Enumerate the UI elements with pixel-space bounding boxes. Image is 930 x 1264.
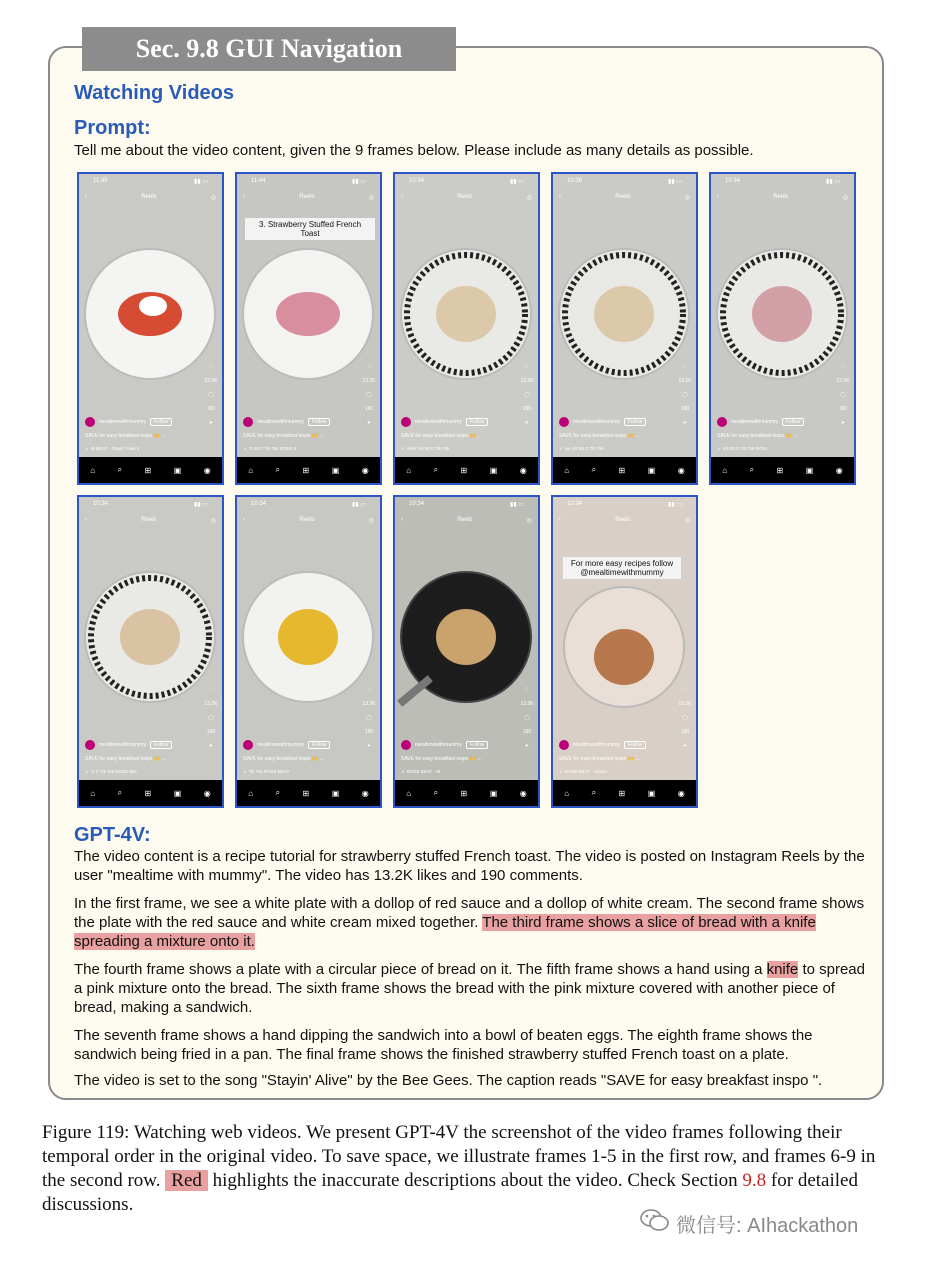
post-caption: SAVE for easy breakfast inspo 🙌 ... bbox=[243, 433, 324, 439]
back-icon[interactable]: ‹ bbox=[85, 194, 87, 200]
user-row bbox=[85, 417, 172, 427]
comment-icon[interactable]: ◯ bbox=[208, 392, 214, 398]
video-frame-1 bbox=[77, 172, 224, 485]
answer-text: In the first frame, we see a white plate with a dollop of red sauce and a dollop of white cream. The second frame shows the plate with the red sauce and white cream mixed together. bbox=[74, 895, 865, 931]
music-track[interactable]: ♬ iB BEAT · Stayin' Alive V bbox=[85, 446, 140, 451]
video-frame-image bbox=[237, 214, 380, 414]
bottom-nav bbox=[395, 780, 538, 806]
follow-button[interactable]: Follow bbox=[624, 741, 646, 749]
likes-count: 13.2K bbox=[362, 378, 376, 384]
action-column bbox=[678, 364, 692, 426]
status-bar: 10:34 ▮▮ ▭ bbox=[409, 501, 524, 508]
section-link[interactable]: 9.8 bbox=[742, 1170, 767, 1191]
reels-icon[interactable]: ▣ bbox=[647, 465, 656, 475]
video-frame-9 bbox=[551, 495, 698, 808]
username[interactable]: mealtimewithmummy bbox=[257, 742, 304, 748]
search-icon[interactable]: ⌕ bbox=[117, 788, 123, 797]
video-frame-image bbox=[395, 537, 538, 737]
avatar[interactable] bbox=[559, 740, 569, 750]
wechat-icon bbox=[640, 1208, 670, 1238]
share-icon[interactable]: ➤ bbox=[524, 420, 530, 426]
gpt-paragraph bbox=[74, 1026, 874, 1064]
video-frame-image bbox=[553, 214, 696, 414]
post-caption: SAVE for easy breakfast inspo 🙌 ... bbox=[559, 433, 640, 439]
user-row bbox=[243, 417, 330, 427]
video-frame-image bbox=[711, 214, 854, 414]
back-icon[interactable]: ‹ bbox=[559, 194, 561, 200]
reels-header: ‹ Reels ◎ bbox=[85, 194, 216, 201]
camera-icon[interactable]: ◎ bbox=[368, 517, 374, 524]
add-icon[interactable]: ⊞ bbox=[302, 465, 310, 475]
comments-count: 190 bbox=[206, 729, 216, 735]
video-frame-image bbox=[237, 537, 380, 737]
search-icon[interactable]: ⌕ bbox=[275, 788, 281, 797]
back-icon[interactable]: ‹ bbox=[401, 194, 403, 200]
add-icon[interactable]: ⊞ bbox=[302, 788, 310, 798]
avatar[interactable] bbox=[717, 417, 727, 427]
post-caption: SAVE for easy breakfast inspo 🙌 ... bbox=[717, 433, 798, 439]
overlay-text: For more easy recipes follow @mealtimewithmummy bbox=[563, 557, 681, 579]
battery-icon: ▮▮ ▭ bbox=[352, 178, 366, 185]
status-bar: 11:45 ▮▮ ▭ bbox=[93, 178, 208, 185]
home-icon[interactable]: ⌂ bbox=[248, 788, 254, 798]
reels-header: ‹ Reels ◎ bbox=[401, 517, 532, 524]
gpt-paragraph bbox=[74, 847, 874, 885]
home-icon[interactable]: ⌂ bbox=[248, 465, 254, 475]
user-row bbox=[559, 417, 646, 427]
reels-icon[interactable]: ▣ bbox=[489, 465, 498, 475]
camera-icon[interactable]: ◎ bbox=[684, 194, 690, 201]
heart-icon[interactable]: ♡ bbox=[682, 364, 688, 370]
follow-button[interactable]: Follow bbox=[150, 418, 172, 426]
profile-icon[interactable]: ◉ bbox=[677, 465, 685, 475]
answer-text: The video is set to the song "Stayin' Alive" by the Bee Gees. The caption reads "SAVE for easy breakfast inspo ". bbox=[74, 1072, 823, 1089]
add-icon[interactable]: ⊞ bbox=[144, 465, 152, 475]
home-icon[interactable]: ⌂ bbox=[406, 465, 412, 475]
action-column bbox=[520, 687, 534, 749]
video-frame-image bbox=[79, 537, 222, 737]
share-icon[interactable]: ➤ bbox=[682, 743, 688, 749]
inaccurate-highlight: The third frame shows a slice of bread with a knife spreading a mixture onto it. bbox=[74, 914, 816, 950]
answer-text: to spread a pink mixture onto the bread. The sixth frame shows the bread with the pink mixture covered with another piece of bread, making a sandwich. bbox=[74, 961, 865, 1016]
reels-header: ‹ Reels ◎ bbox=[559, 194, 690, 201]
reels-header: ‹ Reels ◎ bbox=[559, 517, 690, 524]
comments-count: 190 bbox=[206, 406, 216, 412]
status-bar: 10:34 ▮▮ ▭ bbox=[725, 178, 840, 185]
reels-icon[interactable]: ▣ bbox=[489, 788, 498, 798]
heart-icon[interactable]: ♡ bbox=[208, 687, 214, 693]
video-frame-7 bbox=[235, 495, 382, 808]
user-row bbox=[85, 740, 172, 750]
avatar[interactable] bbox=[85, 417, 95, 427]
bottom-nav bbox=[237, 780, 380, 806]
likes-count: 13.2K bbox=[836, 378, 850, 384]
user-row bbox=[559, 740, 646, 750]
username[interactable]: mealtimewithmummy bbox=[415, 742, 462, 748]
music-track[interactable]: ♬ Alive VS 50 C Tik Tok bbox=[401, 446, 450, 451]
username[interactable]: mealtimewithmummy bbox=[731, 419, 778, 425]
back-icon[interactable]: ‹ bbox=[401, 517, 403, 523]
camera-icon[interactable]: ◎ bbox=[684, 517, 690, 524]
bottom-nav bbox=[711, 457, 854, 483]
heart-icon[interactable]: ♡ bbox=[840, 364, 846, 370]
reels-header: ‹ Reels ◎ bbox=[717, 194, 848, 201]
add-icon[interactable]: ⊞ bbox=[776, 465, 784, 475]
back-icon[interactable]: ‹ bbox=[85, 517, 87, 523]
user-row bbox=[243, 740, 330, 750]
comments-count: 190 bbox=[364, 729, 374, 735]
follow-button[interactable]: Follow bbox=[466, 418, 488, 426]
battery-icon: ▮▮ ▭ bbox=[510, 178, 524, 185]
search-icon[interactable]: ⌕ bbox=[275, 465, 281, 474]
section-title: Watching Videos bbox=[74, 82, 235, 104]
comment-icon[interactable]: ◯ bbox=[840, 392, 846, 398]
avatar[interactable] bbox=[85, 740, 95, 750]
profile-icon[interactable]: ◉ bbox=[203, 465, 211, 475]
likes-count: 13.2K bbox=[362, 701, 376, 707]
user-row bbox=[401, 417, 488, 427]
bottom-nav bbox=[553, 780, 696, 806]
camera-icon[interactable]: ◎ bbox=[842, 194, 848, 201]
profile-icon[interactable]: ◉ bbox=[519, 465, 527, 475]
share-icon[interactable]: ➤ bbox=[366, 743, 372, 749]
share-icon[interactable]: ➤ bbox=[208, 420, 214, 426]
gpt-heading: GPT-4V: bbox=[74, 824, 151, 846]
home-icon[interactable]: ⌂ bbox=[90, 788, 96, 798]
avatar[interactable] bbox=[401, 417, 411, 427]
search-icon[interactable]: ⌕ bbox=[591, 788, 597, 797]
figure-caption: Figure 119: Watching web videos. We present GPT-4V the screenshot of the video frames following their temporal order in the original video. To save space, we illustrate frames 1-5 in the first row, and frames 6-9 in the second row. Red highlights the inaccurate descriptions about the video. Check Section 9.8 for detailed discussions. bbox=[42, 1122, 876, 1215]
action-column bbox=[204, 364, 218, 426]
video-frame-2 bbox=[235, 172, 382, 485]
search-icon[interactable]: ⌕ bbox=[433, 465, 439, 474]
back-icon[interactable]: ‹ bbox=[559, 517, 561, 523]
home-icon[interactable]: ⌂ bbox=[722, 465, 728, 475]
status-bar: 11:44 ▮▮ ▭ bbox=[251, 178, 366, 185]
reels-icon[interactable]: ▣ bbox=[173, 465, 182, 475]
status-bar: 10:34 ▮▮ ▭ bbox=[93, 501, 208, 508]
likes-count: 13.2K bbox=[204, 378, 218, 384]
post-caption: SAVE for easy breakfast inspo 🙌 ... bbox=[243, 756, 324, 762]
heart-icon[interactable]: ♡ bbox=[366, 687, 372, 693]
username[interactable]: mealtimewithmummy bbox=[573, 419, 620, 425]
reels-header: ‹ Reels ◎ bbox=[401, 194, 532, 201]
post-caption: SAVE for easy breakfast inspo 🙌 ... bbox=[401, 756, 482, 762]
answer-text: The fourth frame shows a plate with a circular piece of bread on it. The fifth frame shows a hand using a bbox=[74, 961, 767, 978]
video-frame-image bbox=[395, 214, 538, 414]
music-track[interactable]: ♬ 'S 50 C Tik Tok ROSE II bbox=[243, 446, 297, 451]
video-frame-4 bbox=[551, 172, 698, 485]
add-icon[interactable]: ⊞ bbox=[460, 788, 468, 798]
comment-icon[interactable]: ◯ bbox=[682, 392, 688, 398]
music-track[interactable]: ♬ ive VS 50 C Tik Tok bbox=[559, 446, 604, 451]
bottom-nav bbox=[237, 457, 380, 483]
reels-icon[interactable]: ▣ bbox=[331, 788, 340, 798]
gpt-paragraph bbox=[74, 960, 874, 1017]
watermark-text: 微信号: AIhackathon bbox=[676, 1214, 859, 1237]
comments-count: 190 bbox=[522, 729, 532, 735]
reels-icon[interactable]: ▣ bbox=[647, 788, 656, 798]
share-icon[interactable]: ➤ bbox=[840, 420, 846, 426]
profile-icon[interactable]: ◉ bbox=[677, 788, 685, 798]
username[interactable]: mealtimewithmummy bbox=[257, 419, 304, 425]
battery-icon: ▮▮ ▭ bbox=[194, 178, 208, 185]
follow-button[interactable]: Follow bbox=[624, 418, 646, 426]
likes-count: 13.2K bbox=[520, 701, 534, 707]
comment-icon[interactable]: ◯ bbox=[682, 715, 688, 721]
username[interactable]: mealtimewithmummy bbox=[99, 419, 146, 425]
comment-icon[interactable]: ◯ bbox=[208, 715, 214, 721]
comments-count: 190 bbox=[364, 406, 374, 412]
user-row bbox=[717, 417, 804, 427]
action-column bbox=[678, 687, 692, 749]
music-track[interactable]: ♬ :0 C Tik Tok ROSE BEI bbox=[85, 769, 137, 774]
post-caption: SAVE for easy breakfast inspo 🙌 ... bbox=[85, 756, 166, 762]
video-frame-5 bbox=[709, 172, 856, 485]
status-bar: 10:36 ▮▮ ▭ bbox=[567, 178, 682, 185]
add-icon[interactable]: ⊞ bbox=[618, 788, 626, 798]
share-icon[interactable]: ➤ bbox=[524, 743, 530, 749]
share-icon[interactable]: ➤ bbox=[682, 420, 688, 426]
reels-icon[interactable]: ▣ bbox=[331, 465, 340, 475]
music-track[interactable]: ♬ Tik Tok ROSE BEAT bbox=[243, 769, 290, 774]
music-track[interactable]: ♬ ROSE BEAT · St bbox=[401, 769, 441, 774]
follow-button[interactable]: Follow bbox=[308, 741, 330, 749]
action-column bbox=[520, 364, 534, 426]
avatar[interactable] bbox=[401, 740, 411, 750]
heart-icon[interactable]: ♡ bbox=[366, 364, 372, 370]
profile-icon[interactable]: ◉ bbox=[203, 788, 211, 798]
section-tab: Sec. 9.8 GUI Navigation bbox=[82, 27, 456, 71]
red-highlight-legend: Red bbox=[165, 1170, 208, 1191]
likes-count: 13.2K bbox=[204, 701, 218, 707]
user-row bbox=[401, 740, 488, 750]
battery-icon: ▮▮ ▭ bbox=[668, 178, 682, 185]
back-icon[interactable]: ‹ bbox=[243, 194, 245, 200]
comments-count: 190 bbox=[680, 729, 690, 735]
comment-icon[interactable]: ◯ bbox=[366, 392, 372, 398]
reels-header: ‹ Reels ◎ bbox=[243, 194, 374, 201]
username[interactable]: mealtimewithmummy bbox=[573, 742, 620, 748]
heart-icon[interactable]: ♡ bbox=[524, 364, 530, 370]
battery-icon: ▮▮ ▭ bbox=[194, 501, 208, 508]
battery-icon: ▮▮ ▭ bbox=[352, 501, 366, 508]
prompt-heading: Prompt: bbox=[74, 117, 151, 139]
answer-text: The seventh frame shows a hand dipping the sandwich into a bowl of beaten eggs. The eighth frame shows the sandwich being fried in a pan. The final frame shows the finished strawberry stuffed French toast on a plate. bbox=[74, 1027, 813, 1063]
action-column bbox=[362, 364, 376, 426]
add-icon[interactable]: ⊞ bbox=[618, 465, 626, 475]
heart-icon[interactable]: ♡ bbox=[524, 687, 530, 693]
home-icon[interactable]: ⌂ bbox=[90, 465, 96, 475]
comments-count: 190 bbox=[838, 406, 848, 412]
home-icon[interactable]: ⌂ bbox=[564, 465, 570, 475]
share-icon[interactable]: ➤ bbox=[208, 743, 214, 749]
music-track[interactable]: ♬ ROSE BEAT · Stayin' bbox=[559, 769, 608, 774]
avatar[interactable] bbox=[559, 417, 569, 427]
comments-count: 190 bbox=[522, 406, 532, 412]
comments-count: 190 bbox=[680, 406, 690, 412]
music-track[interactable]: ♬ VS 50 C Tik Tok ROSI bbox=[717, 446, 767, 451]
heart-icon[interactable]: ♡ bbox=[682, 687, 688, 693]
battery-icon: ▮▮ ▭ bbox=[668, 501, 682, 508]
follow-button[interactable]: Follow bbox=[308, 418, 330, 426]
share-icon[interactable]: ➤ bbox=[366, 420, 372, 426]
profile-icon[interactable]: ◉ bbox=[361, 465, 369, 475]
video-frame-6 bbox=[77, 495, 224, 808]
watermark bbox=[640, 1208, 858, 1238]
video-frame-image bbox=[79, 214, 222, 414]
overlay-text: 3. Strawberry Stuffed French Toast bbox=[245, 218, 375, 240]
add-icon[interactable]: ⊞ bbox=[460, 465, 468, 475]
reels-icon[interactable]: ▣ bbox=[805, 465, 814, 475]
post-caption: SAVE for easy breakfast inspo 🙌 ... bbox=[559, 756, 640, 762]
likes-count: 13.2K bbox=[678, 378, 692, 384]
search-icon[interactable]: ⌕ bbox=[591, 465, 597, 474]
follow-button[interactable]: Follow bbox=[782, 418, 804, 426]
profile-icon[interactable]: ◉ bbox=[361, 788, 369, 798]
back-icon[interactable]: ‹ bbox=[717, 194, 719, 200]
comment-icon[interactable]: ◯ bbox=[524, 715, 530, 721]
bottom-nav bbox=[395, 457, 538, 483]
camera-icon[interactable]: ◎ bbox=[526, 517, 532, 524]
action-column bbox=[836, 364, 850, 426]
search-icon[interactable]: ⌕ bbox=[433, 788, 439, 797]
status-bar: 10:34 ▮▮ ▭ bbox=[567, 501, 682, 508]
follow-button[interactable]: Follow bbox=[150, 741, 172, 749]
reels-header: ‹ Reels ◎ bbox=[243, 517, 374, 524]
username[interactable]: mealtimewithmummy bbox=[99, 742, 146, 748]
camera-icon[interactable]: ◎ bbox=[526, 194, 532, 201]
bottom-nav bbox=[79, 457, 222, 483]
prompt-text: Tell me about the video content, given the 9 frames below. Please include as many details as possible. bbox=[74, 142, 754, 159]
camera-icon[interactable]: ◎ bbox=[368, 194, 374, 201]
action-column bbox=[362, 687, 376, 749]
add-icon[interactable]: ⊞ bbox=[144, 788, 152, 798]
home-icon[interactable]: ⌂ bbox=[406, 788, 412, 798]
battery-icon: ▮▮ ▭ bbox=[510, 501, 524, 508]
inaccurate-highlight: knife bbox=[766, 961, 799, 978]
gpt-paragraph bbox=[74, 1071, 874, 1090]
camera-icon[interactable]: ◎ bbox=[210, 517, 216, 524]
heart-icon[interactable]: ♡ bbox=[208, 364, 214, 370]
search-icon[interactable]: ⌕ bbox=[117, 465, 123, 474]
likes-count: 13.2K bbox=[678, 701, 692, 707]
post-caption: SAVE for easy breakfast inspo 🙌 ... bbox=[85, 433, 166, 439]
avatar[interactable] bbox=[243, 740, 253, 750]
video-frame-8 bbox=[393, 495, 540, 808]
video-frame-3 bbox=[393, 172, 540, 485]
profile-icon[interactable]: ◉ bbox=[835, 465, 843, 475]
comment-icon[interactable]: ◯ bbox=[524, 392, 530, 398]
answer-text: The video content is a recipe tutorial for strawberry stuffed French toast. The video is posted on Instagram Reels by the user "mealtime with mummy". The video has 13.2K likes and 190 comments. bbox=[74, 848, 865, 884]
back-icon[interactable]: ‹ bbox=[243, 517, 245, 523]
comment-icon[interactable]: ◯ bbox=[366, 715, 372, 721]
reels-header: ‹ Reels ◎ bbox=[85, 517, 216, 524]
post-caption: SAVE for easy breakfast inspo 🙌 ... bbox=[401, 433, 482, 439]
profile-icon[interactable]: ◉ bbox=[519, 788, 527, 798]
battery-icon: ▮▮ ▭ bbox=[826, 178, 840, 185]
likes-count: 13.2K bbox=[520, 378, 534, 384]
bottom-nav bbox=[553, 457, 696, 483]
home-icon[interactable]: ⌂ bbox=[564, 788, 570, 798]
username[interactable]: mealtimewithmummy bbox=[415, 419, 462, 425]
bottom-nav bbox=[79, 780, 222, 806]
avatar[interactable] bbox=[243, 417, 253, 427]
reels-icon[interactable]: ▣ bbox=[173, 788, 182, 798]
status-bar: 10:34 ▮▮ ▭ bbox=[409, 178, 524, 185]
status-bar: 10:34 ▮▮ ▭ bbox=[251, 501, 366, 508]
camera-icon[interactable]: ◎ bbox=[210, 194, 216, 201]
gpt-paragraph bbox=[74, 894, 874, 951]
search-icon[interactable]: ⌕ bbox=[749, 465, 755, 474]
follow-button[interactable]: Follow bbox=[466, 741, 488, 749]
action-column bbox=[204, 687, 218, 749]
